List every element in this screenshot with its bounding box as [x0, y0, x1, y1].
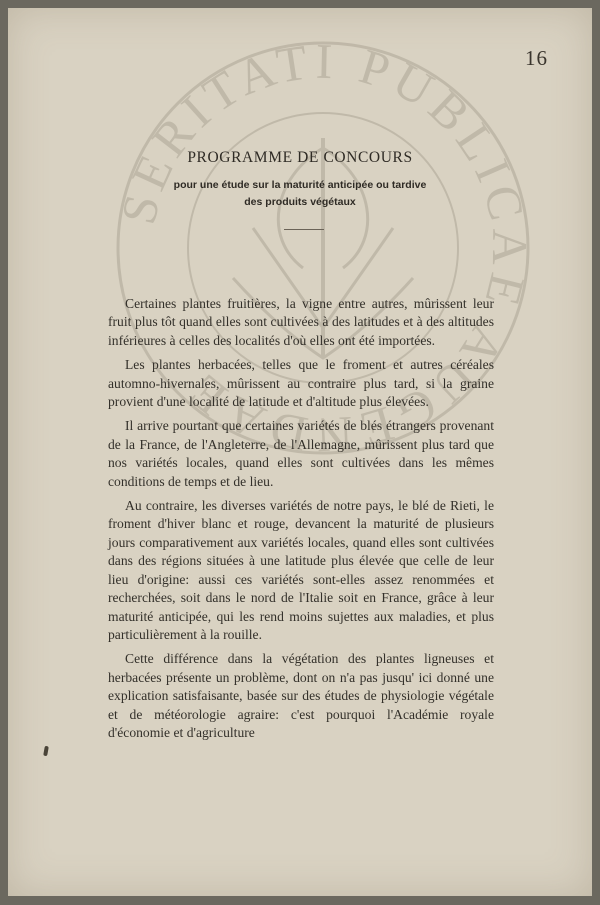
document-page — [8, 8, 592, 896]
page-number: 16 — [525, 46, 548, 70]
seal-watermark-text: SERITATI PUBLICAE AUGENDAE — [109, 32, 539, 464]
ink-spot — [43, 746, 49, 757]
paragraph: Au contraire, les diverses variétés de notre pays, le blé de Rieti, le froment d'hiver blanc et rouge, devancent la maturité de plusieurs jours comparativement aux variétés locales, quand elles sont cultivées dans des régions situées à une latitude plus élevée que celle de leur lieu d'origine: aussi ces variétés sont-elles assez renommées et recherchées, soit dans le nord de l'Italie soit en France, grâce à leur maturité anticipée, qui les rend moins sujettes aux maladies, et plus particulièrement à la rouille. — [108, 498, 494, 642]
document-subtitle-line-1: pour une étude sur la maturité anticipée ou tardive — [173, 179, 427, 191]
paragraph: Cette différence dans la végétation des plantes ligneuses et herbacées présente un problème, dont on n'a pas jusqu' ici donné une explication satisfaisante, basée sur des études de physiologie végétale et de météorologie agraire: c'est pourquoi l'Académie royale d'économie et d'agriculture — [108, 651, 494, 740]
paragraph: Certaines plantes fruitières, la vigne entre autres, mûrissent leur fruit plus tôt quand elles sont cultivées à des latitudes et à des altitudes inférieures à celles des localités d'où elles ont été importées. — [108, 296, 494, 348]
title-divider — [284, 229, 324, 230]
paragraph: Les plantes herbacées, telles que le froment et autres céréales automno-hivernales, mûrissent au contraire plus tard, si la graine provient d'une localité de latitude et d'altitude plus élevées. — [108, 357, 494, 410]
document-subtitle-line-2: des produits végétaux — [244, 196, 356, 208]
document-title: PROGRAMME DE CONCOURS — [187, 149, 413, 166]
paragraph: Il arrive pourtant que certaines variétés de blés étrangers provenant de la France, de l'Angleterre, de l'Allemagne, mûrissent plus tard que nos variétés locales, quand elles sont cultivées dans les mêmes conditions de temps et de lieu. — [108, 418, 494, 489]
document-body — [108, 295, 494, 748]
